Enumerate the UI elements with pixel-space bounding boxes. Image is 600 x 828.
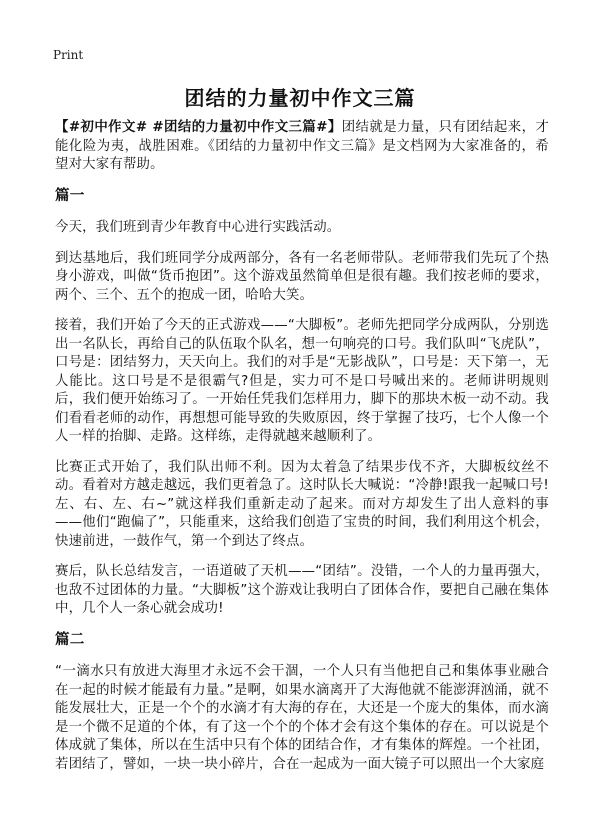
section-heading-1: 篇一 [55, 187, 85, 204]
article-body [55, 119, 549, 786]
paragraph: 接着，我们开始了今天的正式游戏——“大脚板”。老师先把同学分成两队，分别选出一名队长，再给自己的队伍取个队名，想一句响亮的口号。我们队叫“飞虎队”，口号是：团结努力，天天向上。我们的对手是“无影战队”，口号是：天下第一，无人能比。这口号是不是很霸气?但是，实力可不是口号喊出来的。老师讲明规则后，我们便开始练习了。一开始任凭我们怎样用力，脚下的那块木板一动不动。我们看看老师的动作，再想想可能导致的失败原因，终于掌握了技巧，七个人像一个人一样的抬脚、走路。这样练，走得就越来越顺利了。 [55, 318, 549, 444]
section-heading-2: 篇二 [55, 631, 85, 648]
intro-text: 团结就是力量，只有团结起来，才能化险为夷，战胜困难。《团结的力量初中作文三篇》是文档网为大家准备的，希望对大家有帮助。 [55, 120, 549, 172]
paragraph: 比赛正式开始了，我们队出师不利。因为太着急了结果步伐不齐，大脚板纹丝不动。看着对方越走越远，我们更着急了。这时队长大喊说：“冷静!跟我一起喊口号!左、右、左、右~”就这样我们重新走动了起来。而对方却发生了出人意料的事——他们“跑偏了”，只能重来，这给我们创造了宝贵的时间，我们利用这个机会，快速前进，一鼓作气，第一个到达了终点。 [55, 459, 549, 549]
paragraph: “一滴水只有放进大海里才永远不会干涸，一个人只有当他把自己和集体事业融合在一起的时候才能最有力量。”是啊，如果水滴离开了大海他就不能澎湃汹涌，就不能发展壮大，正是一个个的水滴才有大海的存在，大还是一个庞大的集体，而水滴是一个微不足道的个体，有了这一个个的个体才会有这个集体的存在。可以说是个体成就了集体，所以在生活中只有个体的团结合作，才有集体的辉煌。一个社团，若团结了，譬如，一块一块小碎片，合在一起成为一面大镜子可以照出一个大家庭 [55, 664, 549, 772]
paragraph: 赛后，队长总结发言，一语道破了天机——“团结”。没错，一个人的力量再强大，也敌不过团体的力量。“大脚板”这个游戏让我明白了团体合作，要把自己融在集体中，几个人一条心就会成功! [55, 564, 549, 616]
page-title: 团结的力量初中作文三篇 [184, 86, 416, 110]
intro-paragraph [55, 119, 549, 175]
print-label: Print [53, 48, 84, 62]
intro-tag: 【#初中作文# #团结的力量初中作文三篇#】 [55, 120, 342, 135]
paragraph: 今天，我们班到青少年教育中心进行实践活动。 [55, 220, 341, 235]
paragraph: 到达基地后，我们班同学分成两部分，各有一名老师带队。老师带我们先玩了个热身小游戏，叫做“货币抱团”。这个游戏虽然简单但是很有趣。我们按老师的要求，两个、三个、五个的抱成一团，哈哈大笑。 [55, 250, 549, 303]
